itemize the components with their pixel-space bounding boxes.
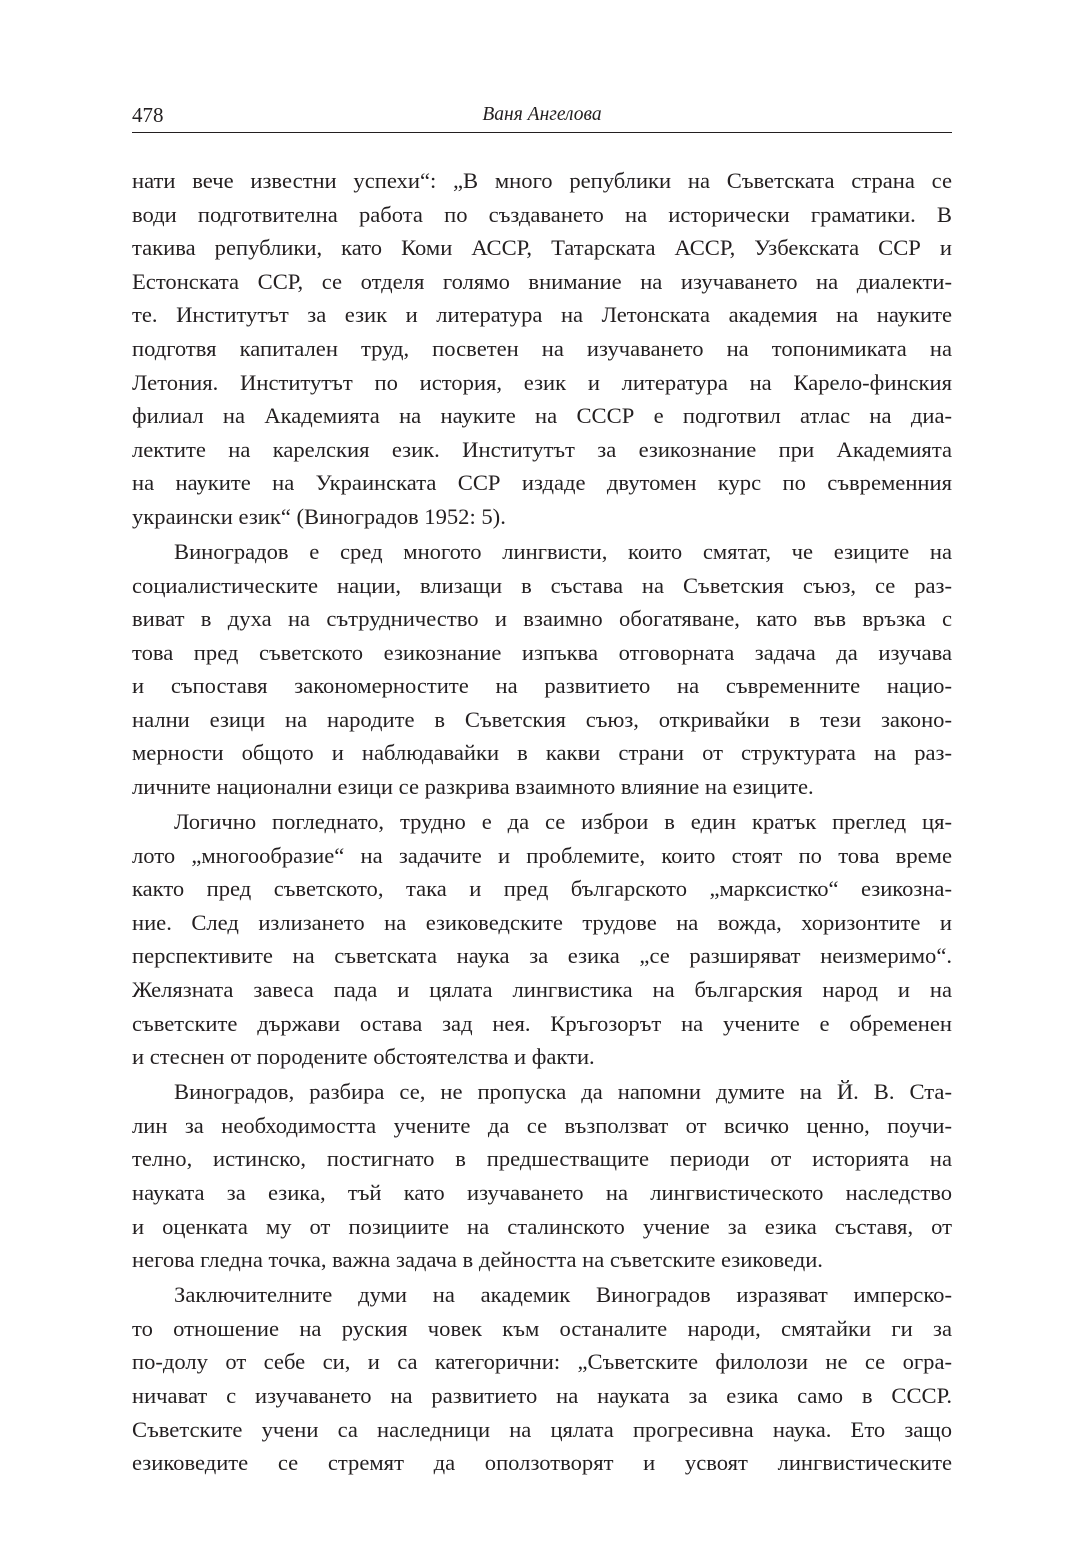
text-line: ничават с изучаването на развитието на науката за езика само в СССР. (132, 1382, 952, 1408)
text-line: лото „многообразие“ на задачите и проблемите, които стоят по това време (132, 842, 952, 868)
text-line: лин за необходимостта учените да се възползват от всичко ценно, поучи- (132, 1112, 952, 1138)
text-line: телно, истинско, постигнато в предшестващите периоди от историята на (132, 1146, 952, 1172)
paragraph (132, 805, 952, 1074)
text-line: социалистическите нации, влизащи в състава на Съветския съюз, се раз- (132, 572, 952, 598)
text-line: то отношение на руския човек към останалите народи, смятайки ги за (132, 1315, 952, 1341)
text-line: Виноградов, разбира се, не пропуска да напомни думите на Й. В. Ста- (174, 1079, 952, 1105)
paragraph (132, 1075, 952, 1277)
text-line: Естонската ССР, се отделя голямо внимание на изучаването на диалекти- (132, 268, 952, 294)
text-line: мерности общото и наблюдавайки в какви страни от структурата на раз- (132, 740, 952, 766)
text-line: филиал на Академията на науките на СССР е подготвил атлас на диа- (132, 403, 952, 429)
body-text (132, 164, 952, 1480)
running-header (132, 100, 952, 133)
text-line: ние. След излизането на езиковедските трудове на вожда, хоризонтите и (132, 909, 952, 935)
paragraph (132, 535, 952, 804)
text-line: виват в духа на сътрудничество и взаимно обогатяване, като във връзка с (132, 606, 952, 632)
text-line: личните национални езици се разкрива взаимното влияние на езиците. (132, 774, 814, 800)
text-line: перспективите на съветската наука за езика „се разширяват неизмеримо“. (132, 943, 952, 969)
text-line: украински език“ (Виноградов 1952: 5). (132, 503, 506, 529)
text-line: и оценката му от позициите на сталинското учение за езика съставя, от (132, 1213, 952, 1239)
text-line: води подготвителна работа по създаването на исторически граматики. В (132, 201, 952, 227)
text-line: и стеснен от породените обстоятелства и факти. (132, 1044, 595, 1070)
text-line: съветските държави остава зад нея. Кръгозорът на учените е обременен (132, 1010, 952, 1036)
text-line: нати вече известни успехи“: „В много републики на Съветската страна се (132, 168, 952, 193)
text-line: по-долу от себе си, и са категорични: „Съветските филолози не се огра- (132, 1349, 952, 1375)
text-line: Виноградов е сред многото лингвисти, които смятат, че езиците на (174, 538, 952, 564)
text-line: те. Институтът за език и литература на Летонската академия на науките (132, 302, 952, 328)
text-line: негова гледна точка, важна задача в дейността на съветските езиковеди. (132, 1247, 823, 1273)
text-line: на науките на Украинската ССР издаде двутомен курс по съвременния (132, 470, 952, 496)
text-line: както пред съветското, така и пред българското „марксистко“ езикозна- (132, 876, 952, 902)
text-line: такива републики, като Коми АССР, Татарската АССР, Узбекската ССР и (132, 235, 952, 261)
text-line: подготвя капитален труд, посветен на изучаването на топонимиката на (132, 335, 952, 361)
running-title-author: Ваня Ангелова (482, 104, 602, 125)
text-line: лектите на карелския език. Институтът за езикознание при Академията (132, 436, 952, 462)
page-number: 478 (132, 103, 164, 127)
paragraph (132, 164, 952, 534)
text-line: Заключителните думи на академик Виноградов изразяват имперско- (174, 1282, 952, 1308)
text-line: Желязната завеса пада и цялата лингвистика на българския народ и на (132, 977, 952, 1003)
text-line: Летония. Институтът по история, език и литература на Карело-финския (132, 369, 952, 395)
text-line: науката за езика, тъй като изучаването на лингвистическото наследство (132, 1179, 952, 1205)
text-line: Логично погледнато, трудно е да се изброи в един кратък преглед ця- (174, 809, 952, 835)
paragraph (132, 1278, 952, 1480)
text-line: това пред съветското езикознание изпъква отговорната задача да изучава (132, 639, 952, 665)
text-line: нални езици на народите в Съветския съюз, откривайки в тези законо- (132, 706, 952, 732)
text-line: Съветските учени са наследници на цялата прогресивна наука. Ето защо (132, 1416, 952, 1442)
text-line: и съпоставя закономерностите на развитието на съвременните нацио- (132, 673, 952, 699)
text-line: езиковедите се стремят да оползотворят и усвоят лингвистическите (132, 1450, 952, 1476)
